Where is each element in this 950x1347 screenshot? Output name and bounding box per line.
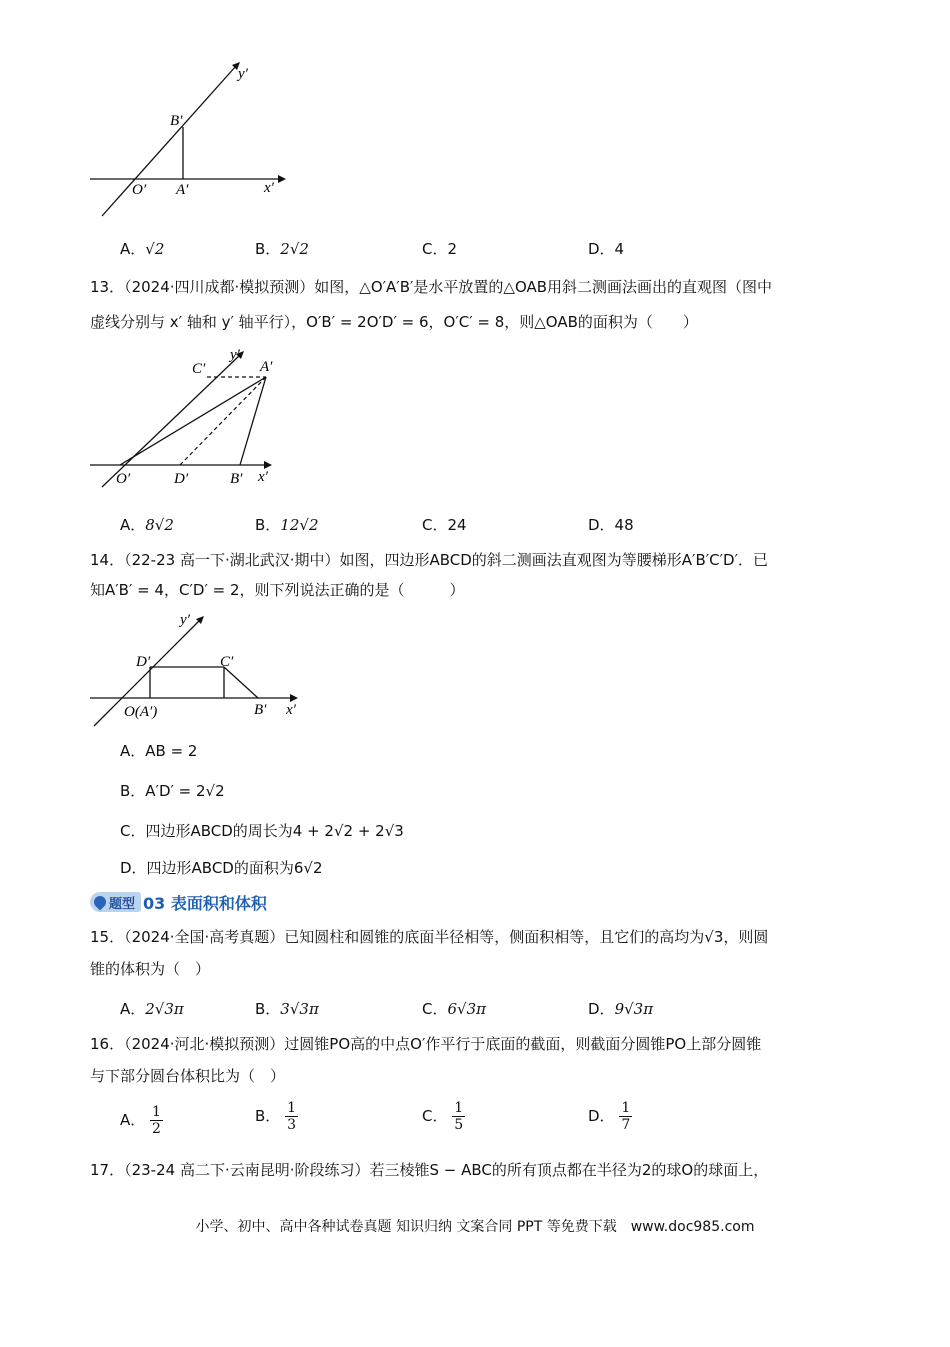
q14-option-c: C．四边形ABCD的周长为4 + 2√2 + 2√3 — [120, 822, 404, 840]
q15-option-d: D．9√3π — [588, 1000, 654, 1018]
q17-line-1: 17．（23-24 高二下·云南昆明·阶段练习）若三棱锥S − ABC的所有顶点都在半径为2的球O的球面上， — [90, 1161, 769, 1179]
q13-line-2: 虚线分别与 x′ 轴和 y′ 轴平行），O′B′ = 2O′D′ = 6，O′C′ = 8，则△OAB的面积为（ ） — [90, 313, 698, 331]
fraction: $\frac{1}{2}$ — [152, 1104, 161, 1137]
q12-option-d: D．4 — [588, 240, 625, 258]
point-label-a: A′ — [260, 359, 273, 375]
q15-option-a: A．2√3π — [120, 1000, 184, 1018]
q16-line-2: 与下部分圆台体积比为（ ） — [90, 1067, 286, 1085]
q14-option-d: D．四边形ABCD的面积为6√2 — [120, 859, 323, 877]
q15-line-1: 15．（2024·全国·高考真题）已知圆柱和圆锥的底面半径相等，侧面积相等，且它们的高均为√3，则圆 — [90, 928, 769, 946]
q14-line-1: 14．（22-23 高一下·湖北武汉·期中）如图，四边形ABCD的斜二测画法直观图为等腰梯形A′B′C′D′．已 — [90, 551, 768, 569]
section-title: 03 表面积和体积 — [143, 893, 267, 913]
q13-line-1: 13．（2024·四川成都·模拟预测）如图，△O′A′B′是水平放置的△OAB用斜二测画法画出的直观图（图中 — [90, 278, 773, 296]
axis-label-y: y′ — [230, 347, 240, 363]
axis-label-x: x′ — [258, 469, 268, 485]
point-label-o: O(A′) — [124, 704, 158, 720]
axis-label-y: y′ — [180, 612, 190, 628]
q13-option-a: A．8√2 — [120, 516, 174, 534]
q12-option-b: B．2√2 — [255, 240, 309, 258]
fraction: $\frac{1}{5}$ — [454, 1100, 464, 1133]
point-label-d: D′ — [136, 654, 151, 670]
point-label-o: O′ — [116, 471, 131, 487]
figure-q13 — [88, 345, 288, 495]
point-label-o: O′ — [132, 182, 147, 198]
fraction: $\frac{1}{3}$ — [287, 1100, 296, 1133]
figure-q14 — [88, 610, 308, 730]
section-badge: 题型 — [90, 892, 141, 912]
q15-option-c: C．6√3π — [422, 1000, 486, 1018]
q15-option-b: B．3√3π — [255, 1000, 319, 1018]
q16-line-1: 16．（2024·河北·模拟预测）过圆锥PO高的中点O′作平行于底面的截面，则截面分圆锥PO上部分圆锥 — [90, 1035, 762, 1053]
q13-option-c: C．24 — [422, 516, 467, 534]
q12-option-c: C．2 — [422, 240, 458, 258]
q16-option-b: B． $\frac{1}{3}$ — [255, 1100, 296, 1133]
q14-line-2: 知A′B′ = 4，C′D′ = 2，则下列说法正确的是（ ） — [90, 581, 465, 599]
q14-option-a: A．AB = 2 — [120, 742, 198, 760]
q13-option-d: D．48 — [588, 516, 634, 534]
point-label-b: B′ — [170, 113, 183, 129]
point-label-d: D′ — [174, 471, 189, 487]
section-heading — [90, 890, 267, 914]
point-label-b: B′ — [254, 702, 267, 718]
fraction: $\frac{1}{7}$ — [621, 1100, 631, 1133]
axis-label-x: x′ — [264, 180, 274, 196]
q16-option-c: C． $\frac{1}{5}$ — [422, 1100, 464, 1133]
q12-option-a: A．√2 — [120, 240, 165, 258]
q16-option-a: A． $\frac{1}{2}$ — [120, 1104, 161, 1137]
page-footer: 小学、初中、高中各种试卷真题 知识归纳 文案合同 PPT 等免费下载 www.doc985.com — [195, 1219, 755, 1235]
q15-line-2: 锥的体积为（ ） — [90, 960, 211, 978]
point-label-b: B′ — [230, 471, 243, 487]
axis-label-x: x′ — [286, 702, 296, 718]
q13-option-b: B．12√2 — [255, 516, 319, 534]
location-pin-icon — [92, 894, 109, 911]
q14-option-b: B．A′D′ = 2√2 — [120, 782, 225, 800]
point-label-c: C′ — [192, 361, 206, 377]
q16-option-d: D． $\frac{1}{7}$ — [588, 1100, 631, 1133]
figure-q12 — [88, 58, 288, 223]
point-label-c: C′ — [220, 654, 234, 670]
axis-label-y: y′ — [238, 66, 248, 82]
point-label-a: A′ — [176, 182, 189, 198]
